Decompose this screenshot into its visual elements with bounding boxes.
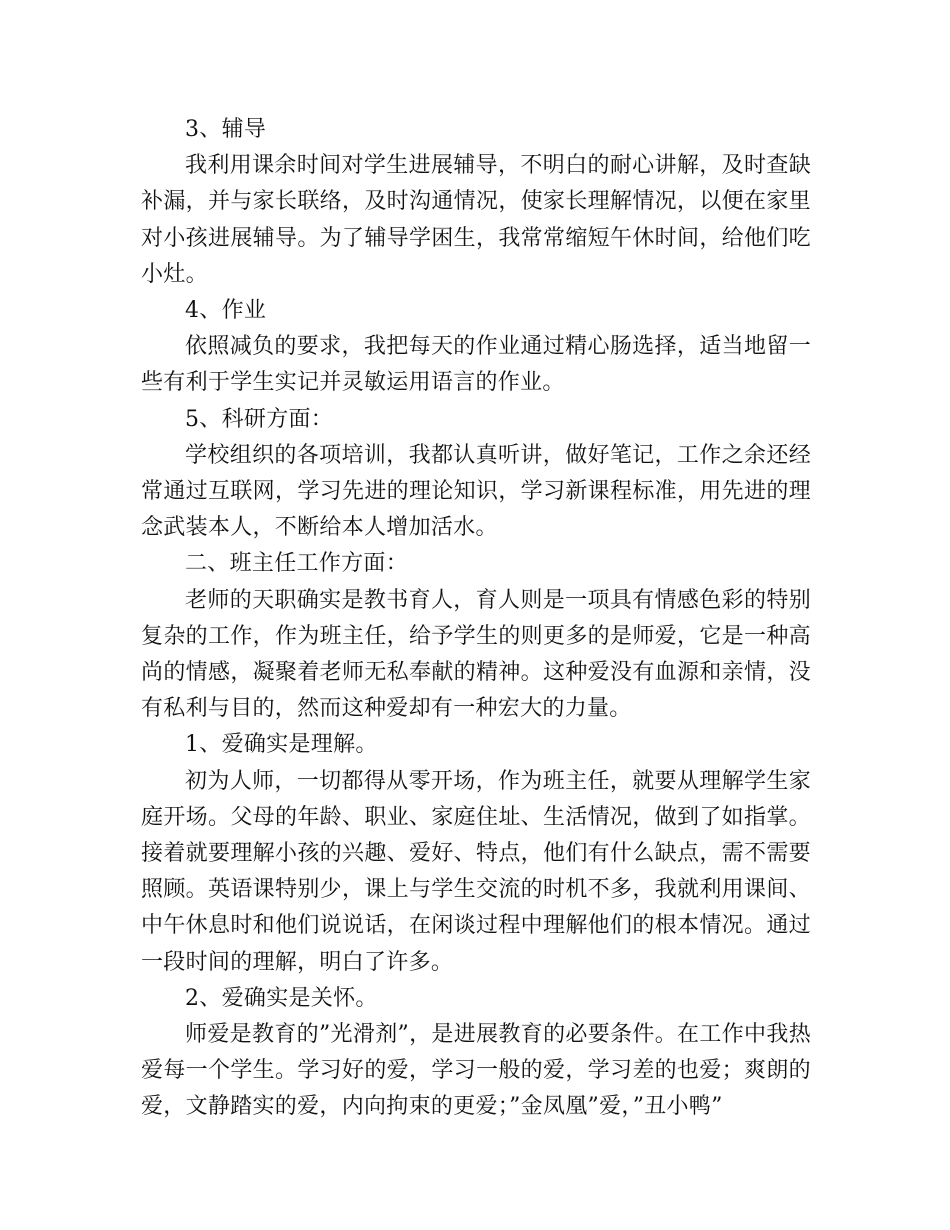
heading-homework: 4、作业 [185,298,267,324]
heading-tutoring: 3、辅导 [185,117,267,142]
heading-love-care: 2、爱确实是关怀。 [185,985,378,1011]
paragraph-love-care: 师爱是教育的”光滑剂”，是进展教育的必要条件。在工作中我热爱每一个学生。学习好的爱，学习一般的爱，学习差的也爱；爽朗的爱，文静踏实的爱，内向拘束的更爱；”金凤凰”爱，”丑小鸭” [141,1022,811,1120]
heading-love-understanding: 1、爱确实是理解。 [185,732,378,758]
paragraph-tutoring: 我利用课余时间对学生进展辅导，不明白的耐心讲解，及时查缺补漏，并与家长联络，及时沟通情况，使家长理解情况，以便在家里对小孩进展辅导。为了辅导学困生，我常常缩短午休时间，给他们吃小灶。 [141,153,811,287]
paragraph-class-teacher-work: 老师的天职确实是教书育人，育人则是一项具有情感色彩的特别复杂的工作，作为班主任，给予学生的则更多的是师爱，它是一种高尚的情感，凝聚着老师无私奉献的精神。这种爱没有血源和亲情，没有私利与目的，然而这种爱却有一种宏大的力量。 [141,587,811,722]
paragraph-homework: 依照减负的要求，我把每天的作业通过精心肠选择，适当地留一些有利于学生实记并灵敏运用语言的作业。 [141,334,811,396]
heading-class-teacher-work: 二、班主任工作方面： [185,551,409,577]
heading-research: 5、科研方面： [185,406,334,432]
paragraph-research: 学校组织的各项培训，我都认真听讲，做好笔记，工作之余还经常通过互联网，学习先进的理论知识，学习新课程标准，用先进的理念武装本人，不断给本人增加活水。 [141,442,811,541]
paragraph-love-understanding: 初为人师，一切都得从零开场，作为班主任，就要从理解学生家庭开场。父母的年龄、职业、家庭住址、生活情况，做到了如指掌。接着就要理解小孩的兴趣、爱好、特点，他们有什么缺点，需不需要照顾。英语课特别少，课上与学生交流的时机不多，我就利用课间、中午休息时和他们说说话，在闲谈过程中理解他们的根本情况。通过一段时间的理解，明白了许多。 [141,768,811,975]
document-body [141,112,811,1126]
